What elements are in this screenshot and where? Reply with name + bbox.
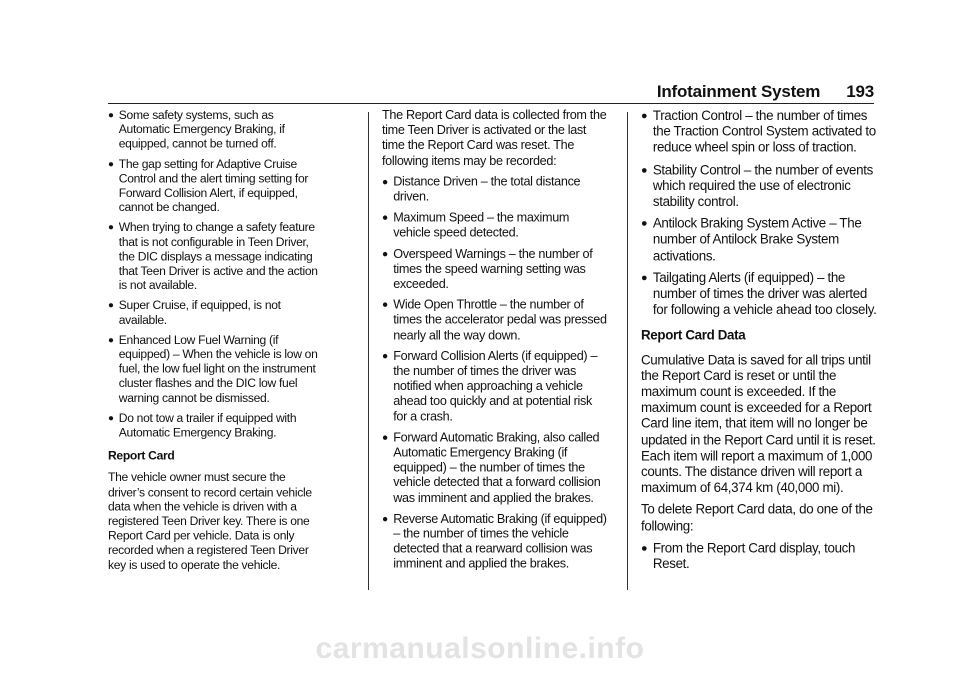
intro-paragraph: The Report Card data is collected from the time Teen Driver is activated or the last time the Report Card was reset. The following items may be recorded: [382, 108, 607, 168]
header-rule [108, 103, 874, 104]
list-item: ● From the Report Card display, touch Reset. [641, 540, 856, 572]
bullet-icon: ● [382, 299, 388, 311]
list-item: ● Traction Control – the number of times the Traction Control System activated to reduce wheel spin or loss of traction. [641, 108, 876, 155]
list-item: ● The gap setting for Adaptive Cruise Control and the alert timing setting for Forward Collision Alert, if equipped, cannot be changed. [108, 156, 309, 215]
list-item: ● Forward Collision Alerts (if equipped) – the number of times the driver was notified when approaching a vehicle ahead too quickly and at potential risk for a crash. [382, 348, 598, 424]
report-card-data-heading: Report Card Data [641, 328, 746, 343]
bullet-icon: ● [382, 350, 388, 362]
bullet-icon: ● [641, 542, 648, 555]
list-item: ● When trying to change a safety feature that is not configurable in Teen Driver, the DIC displays a message indicating that Teen Driver is active and the action is not available. [108, 220, 318, 293]
report-card-paragraph: The vehicle owner must secure the driver’s consent to record certain vehicle data when the vehicle is driven with a registered Teen Driver key. There is one Report Card per vehicle. Data is only recorded when a registered Teen Driver key is used to operate the vehicle. [108, 470, 312, 572]
column-1 [108, 108, 323, 578]
cumulative-data-paragraph: Cumulative Data is saved for all trips until the Report Card is reset or until the maximum count is exceeded. If the maximum count is exceeded for a Report Card line item, that item will no longer be updated in the Report Card until it is reset. Each item will report a maximum of 1,000 counts. The distance driven will report a maximum of 64,374 km (40,000 mi). [641, 352, 876, 496]
watermark: carmanualsonline.info [315, 632, 645, 665]
list-item: ● Antilock Braking System Active – The number of Antilock Brake System activations. [641, 216, 862, 263]
list-item: ● Enhanced Low Fuel Warning (if equipped) – When the vehicle is low on fuel, the low fuel light on the instrument cluster flashes and the DIC low fuel warning cannot be dismissed. [108, 332, 318, 405]
list-item: ● Reverse Automatic Braking (if equipped) – the number of times the vehicle detected that a rearward collision was imminent and applied the brakes. [382, 511, 607, 571]
list-item: ● Do not tow a trailer if equipped with Automatic Emergency Braking. [108, 411, 297, 440]
bullet-icon: ● [641, 272, 648, 284]
list-item: ● Wide Open Throttle – the number of times the accelerator pedal was pressed nearly all the way down. [382, 297, 607, 342]
column-3 [641, 108, 878, 578]
bullet-icon: ● [108, 334, 114, 346]
bullet-icon: ● [382, 431, 388, 444]
column-2 [382, 108, 607, 578]
column-divider-2 [627, 112, 628, 590]
bullet-icon: ● [108, 300, 114, 312]
bullet-icon: ● [641, 164, 648, 176]
bullet-icon: ● [382, 176, 388, 188]
page-header [657, 82, 874, 102]
section-title: Infotainment System [656, 82, 821, 101]
list-item: ● Stability Control – the number of events which required the use of electronic stability control. [641, 162, 873, 209]
list-item: ● Maximum Speed – the maximum vehicle speed detected. [382, 210, 570, 240]
bullet-icon: ● [108, 158, 114, 170]
list-item: ● Distance Driven – the total distance driven. [382, 174, 581, 204]
list-item: ● Overspeed Warnings – the number of times the speed warning setting was exceeded. [382, 246, 593, 291]
list-item: ● Super Cruise, if equipped, is not available. [108, 298, 281, 327]
bullet-icon: ● [382, 212, 388, 224]
page-number: 193 [846, 82, 874, 101]
list-item: ● Some safety systems, such as Automatic Emergency Braking, if equipped, cannot be turned off. [108, 108, 285, 151]
list-item: ● Forward Automatic Braking, also called Automatic Emergency Braking (if equipped) – the number of times the vehicle detected that a forward collision was imminent and applied the brakes. [382, 429, 601, 505]
report-card-heading: Report Card [108, 449, 175, 463]
bullet-icon: ● [641, 218, 648, 230]
delete-data-paragraph: To delete Report Card data, do one of the following: [641, 502, 873, 534]
bullet-icon: ● [108, 412, 114, 424]
bullet-icon: ● [641, 109, 648, 122]
list-item: ● Tailgating Alerts (if equipped) – the number of times the driver was alerted for following a vehicle ahead too closely. [641, 270, 877, 318]
column-divider-1 [368, 112, 369, 590]
bullet-icon: ● [108, 222, 114, 234]
bullet-icon: ● [382, 513, 388, 525]
bullet-icon: ● [108, 109, 114, 121]
bullet-icon: ● [382, 248, 388, 260]
